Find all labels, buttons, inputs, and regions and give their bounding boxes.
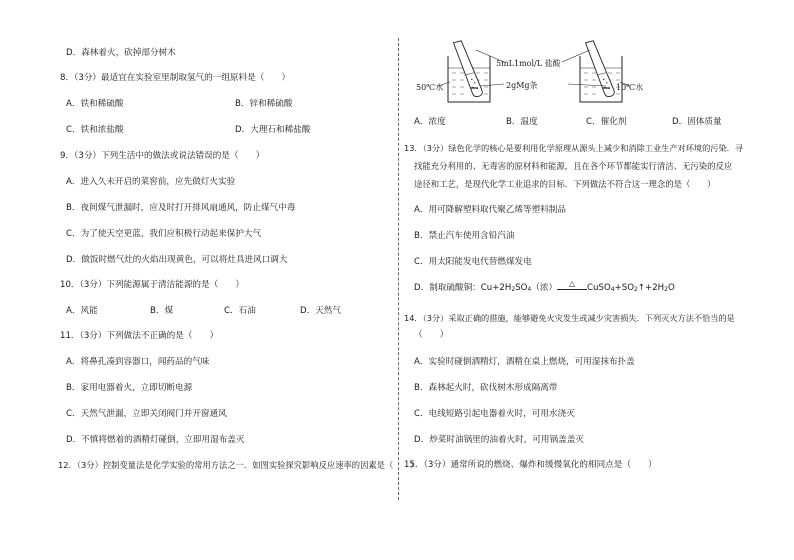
q10-option-d: D．天然气 bbox=[300, 306, 341, 316]
equation-part: O bbox=[667, 283, 675, 293]
q13-option-d bbox=[414, 279, 675, 295]
q11-option-d: D．不慎将燃着的酒精灯碰倒，立即用湿布盖灭 bbox=[66, 435, 245, 445]
experiment-figure bbox=[408, 38, 708, 108]
q13-stem-line1: 13．（3分）绿色化学的核心是要利用化学原理从源头上减少和消除工业生产对环境的污染．寻 bbox=[404, 143, 744, 153]
q12-option-b: B．温度 bbox=[506, 117, 538, 127]
q10-option-c: C．石油 bbox=[224, 306, 256, 316]
q10-stem: 10．（3分）下列能源属于清洁能源的是（ ） bbox=[60, 280, 244, 290]
q8-option-b: B．锌和稀硫酸 bbox=[235, 99, 293, 109]
left-column bbox=[58, 0, 419, 560]
equals-bar bbox=[557, 289, 587, 290]
equation-part: CuSO bbox=[587, 283, 611, 293]
right-column bbox=[404, 0, 788, 560]
q10-option-b: B．煤 bbox=[150, 306, 174, 316]
q8-option-c: C．铁和浓盐酸 bbox=[66, 125, 124, 135]
q11-option-b: B．家用电器着火，立即切断电源 bbox=[66, 383, 193, 393]
q14-option-d: D．炒菜时油锅里的油着火时，可用锅盖盖灭 bbox=[414, 435, 584, 445]
acid-label: 5mL1mol/L 盐酸 bbox=[496, 59, 561, 68]
q9-option-b: B．夜间煤气泄漏时，应及时打开排风扇通风，防止煤气中毒 bbox=[66, 203, 296, 213]
q14-stem-line1: 14．（3分）采取正确的措施，能够避免火灾发生或减少灾害损失．下列灭火方法不恰当的是 bbox=[404, 313, 735, 323]
subscript: 2 bbox=[664, 286, 668, 293]
q13-option-a: A．用可降解塑料取代聚乙烯等塑料制品 bbox=[414, 205, 566, 215]
q12-option-c: C．催化剂 bbox=[586, 117, 627, 127]
q8-stem: 8．（3分）最适宜在实验室里制取氢气的一组原料是（ ） bbox=[60, 73, 291, 83]
subscript: 2 bbox=[511, 286, 516, 293]
q13-stem-line2: 找能充分利用的、无毒害的原材料和能源，且在各个环节都能实行清洁、无污染的反应 bbox=[414, 161, 733, 171]
q11-stem: 11．（3分）下列做法不正确的是（ ） bbox=[60, 331, 219, 341]
q14-option-a: A．实验时碰倒酒精灯，酒精在桌上燃烧，可用湿抹布扑盖 bbox=[414, 357, 635, 367]
q9-stem: 9．（3分）下列生活中的做法或说法错误的是（ ） bbox=[60, 151, 265, 161]
q14-option-b: B．森林起火时，砍伐树木形成隔离带 bbox=[414, 383, 558, 393]
q15-stem: 15．（3分）通常所说的燃烧、爆炸和缓慢氧化的相同点是（ ） bbox=[404, 460, 657, 470]
subscript: 4 bbox=[527, 286, 532, 293]
subscript: 2 bbox=[633, 286, 638, 293]
q10-option-a: A．风能 bbox=[66, 306, 98, 316]
q13-stem-line3: 途径和工艺，是现代化学工业追求的目标．下列做法不符合这一理念的是（ ） bbox=[414, 179, 716, 189]
q9-option-a: A．进入久未开启的菜窖前，应先做灯火实验 bbox=[66, 177, 236, 187]
q12-stem: 12．（3分）控制变量法是化学实验的常用方法之一．如图实验探究影响反应速率的因素是（ ） bbox=[58, 460, 419, 470]
left-beaker bbox=[448, 39, 490, 102]
q14-stem-line2: （ ） bbox=[414, 330, 449, 340]
water-right-label: 10℃水 bbox=[616, 83, 644, 92]
subscript: 4 bbox=[610, 286, 615, 293]
q8-option-a: A．铁和稀硫酸 bbox=[66, 99, 124, 109]
water-left-label: 50℃水 bbox=[416, 83, 444, 92]
q11-option-c: C．天然气泄漏，立即关闭阀门并开窗通风 bbox=[66, 409, 227, 419]
q9-option-d: D．做饭时燃气灶的火焰出现黄色，可以将灶具进风口调大 bbox=[66, 255, 288, 265]
column-divider bbox=[398, 38, 399, 500]
equation-part: （浓） bbox=[531, 283, 558, 293]
q12-option-d: D．固体质量 bbox=[672, 117, 722, 127]
mg-label: 2gMg条 bbox=[506, 81, 538, 90]
q8-option-d: D．大理石和稀盐酸 bbox=[235, 125, 311, 135]
equation-part: SO bbox=[515, 283, 528, 293]
delta-icon: △ bbox=[568, 279, 576, 288]
q14-option-c: C．电线短路引起电器着火时，可用水浇灭 bbox=[414, 409, 575, 419]
q9-option-c: C．为了使天空更蓝，我们应积极行动起来保护大气 bbox=[66, 229, 262, 239]
equation-part: ↑+2H bbox=[637, 283, 665, 293]
q13-option-c: C．用太阳能发电代替燃煤发电 bbox=[414, 257, 532, 267]
heat-arrow bbox=[557, 279, 587, 290]
q12-option-a: A．浓度 bbox=[414, 117, 446, 127]
equation-part: +SO bbox=[614, 283, 634, 293]
equation-prefix: D．制取硫酸铜：Cu+2H bbox=[414, 283, 512, 293]
q13-option-b: B．禁止汽车使用含铅汽油 bbox=[414, 231, 515, 241]
q11-option-a: A．将鼻孔凑到容器口，闻药品的气味 bbox=[66, 357, 210, 367]
q7-option-d: D．森林着火，砍掉部分树木 bbox=[66, 48, 176, 58]
